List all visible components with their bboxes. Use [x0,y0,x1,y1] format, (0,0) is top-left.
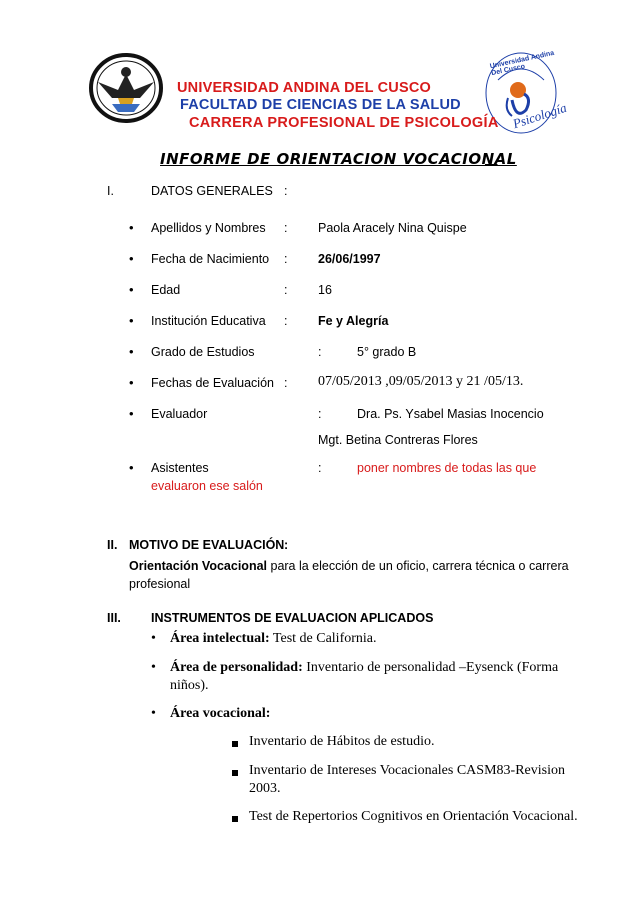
section-heading: MOTIVO DE EVALUACIÓN [129,538,285,552]
reason-text-line2: profesional [129,577,191,591]
field-value-line2: Mgt. Betina Contreras Flores [318,433,478,447]
bullet-icon: • [129,375,134,390]
instrument-item-line2: niños). [170,678,209,693]
colon: : [318,407,322,421]
field-label: Evaluador [151,407,208,421]
section-heading: INSTRUMENTOS DE EVALUACION APLICADOS [151,611,434,625]
logo-script-text: Psicología [510,99,569,132]
sub-instrument: Inventario de Hábitos de estudio. [249,734,435,749]
field-value: 16 [318,283,332,297]
field-label: Fechas de Evaluación [151,376,274,390]
section-heading: DATOS GENERALES [151,184,273,198]
colon: : [284,314,288,328]
colon: : [318,461,322,475]
sub-instrument-line2: 2003. [249,781,281,796]
colon: : [284,184,288,198]
reason-text [129,559,569,573]
field-label: Grado de Estudios [151,345,255,359]
bullet-icon: • [129,344,134,359]
reason-rest: para la elección de un oficio, carrera técnica o carrera [267,559,569,573]
field-label: Fecha de Nacimiento [151,252,270,266]
bullet-icon: • [129,282,134,297]
area-text: Test de California. [269,631,377,646]
university-logo [88,52,164,124]
bullet-icon: • [129,220,134,235]
bullet-icon: • [129,406,134,421]
field-value-line2: evaluaron ese salón [151,479,263,493]
bullet-icon: • [151,706,156,721]
area-label: Área de personalidad: [170,660,303,675]
square-bullet-icon [232,816,238,822]
bullet-icon: • [129,251,134,266]
university-name: UNIVERSIDAD ANDINA DEL CUSCO [177,80,431,96]
bullet-icon: • [129,313,134,328]
field-label: Edad [151,283,181,297]
field-value: 5° grado B [357,345,417,359]
field-label: Institución Educativa [151,314,266,328]
area-label: Área vocacional: [170,706,271,721]
field-value: poner nombres de todas las que [357,461,537,475]
bullet-icon: • [151,631,156,646]
reason-bold: Orientación Vocacional [129,559,268,573]
section-number: II. [107,538,118,552]
title-underline-tail [485,150,498,167]
colon: : [284,283,288,297]
report-title: INFORME DE ORIENTACION VOCACIONAL [160,150,517,168]
instrument-item [170,631,377,647]
bullet-icon: • [129,460,134,475]
field-value: Fe y Alegría [318,314,389,328]
area-label: Área intelectual: [170,631,270,646]
section-number: I. [107,184,114,198]
field-value: Dra. Ps. Ysabel Masias Inocencio [357,407,544,421]
area-text: Inventario de personalidad –Eysenck (Forma [302,660,559,675]
bullet-icon: • [151,660,156,675]
section-number: III. [107,611,121,625]
field-value: 26/06/1997 [318,252,381,266]
field-value: 07/05/2013 ,09/05/2013 y 21 /05/13. [318,374,524,389]
colon: : [318,345,322,359]
colon: : [284,538,289,552]
field-label: Apellidos y Nombres [151,221,266,235]
square-bullet-icon [232,741,238,747]
sub-instrument: Inventario de Intereses Vocacionales CASM83-Revision [249,763,565,778]
faculty-name: FACULTAD DE CIENCIAS DE LA SALUD [180,97,461,113]
colon: : [284,376,288,390]
career-name: CARRERA PROFESIONAL DE PSICOLOGÍA [189,115,499,131]
sub-instrument: Test de Repertorios Cognitivos en Orientación Vocacional. [249,809,578,824]
field-value: Paola Aracely Nina Quispe [318,221,467,235]
colon: : [284,252,288,266]
instrument-item [170,660,558,676]
field-label: Asistentes [151,461,209,475]
colon: : [284,221,288,235]
logo-arc-text: Universidad Andina Del Cusco [489,49,555,78]
square-bullet-icon [232,770,238,776]
